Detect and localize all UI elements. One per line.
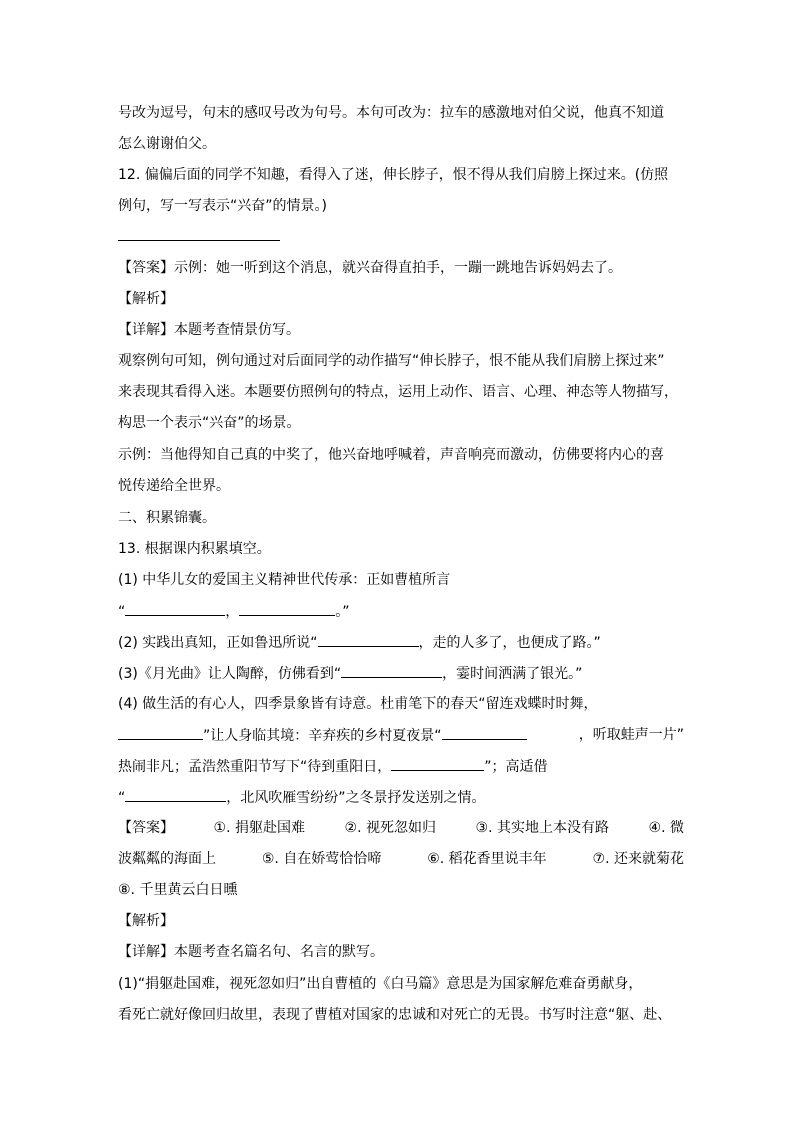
section-heading: 二、积累锦囊。 (118, 510, 216, 526)
detail-label: 【详解】本题考查名篇名句、名言的默写。 (118, 944, 384, 960)
answer-item: ⑥. 稻花香里说丰年 (427, 851, 547, 867)
answer-13-line2 (118, 849, 684, 869)
question-12: 12. 偏偏后面的同学不知趣，看得入了迷，伸长脖子，恨不得从我们肩膀上探过来。(仿照 (118, 167, 669, 183)
sub-question-3 (118, 663, 684, 683)
fill-blank (391, 756, 484, 771)
sub-question-1-blanks (118, 601, 684, 621)
text-line: 悦传递给全世界。 (118, 478, 230, 494)
answer-label: 【答案】 (118, 820, 174, 836)
answer-item: 波粼粼的海面上 (118, 851, 216, 867)
answer-item: ④. 微 (648, 820, 684, 836)
text: “ (118, 604, 126, 620)
sub-question-4-line3 (118, 756, 684, 776)
text: (2) 实践出真知，正如鲁迅所说“ (118, 635, 318, 651)
text-line: (1)“捐躯赴国难，视死忽如归”出自曹植的《白马篇》意思是为国家解危难奋勇献身， (118, 976, 643, 992)
text: ， (225, 604, 240, 620)
text: ，听取蛙声一片” (578, 727, 684, 743)
question-13: 13. 根据课内积累填空。 (118, 541, 271, 557)
text: (3)《月光曲》让人陶醉，仿佛看到“ (118, 666, 342, 682)
answer-item: ⑤. 自在娇莺恰恰啼 (261, 851, 382, 867)
text-line: 构思一个表示“兴奋”的场景。 (118, 415, 301, 431)
text: ，霎时间洒满了银光。” (442, 666, 583, 682)
sub-question-2 (118, 632, 684, 652)
text: ，走的人多了，也便成了路。” (418, 635, 601, 651)
text-line: 示例：当他得知自己真的中奖了，他兴奋地呼喊着，声音响亮而激动，仿佛要将内心的喜 (118, 447, 664, 463)
fill-blank (442, 725, 527, 740)
fill-blank (239, 601, 335, 616)
text-line: 来表现其看得入迷。本题要仿照例句的特点，运用上动作、语言、心理、神态等人物描写， (118, 384, 678, 400)
text-line: 号改为逗号，句末的感叹号改为句号。本句可改为：拉车的感激地对伯父说，他真不知道 (118, 105, 664, 121)
fill-blank (125, 601, 225, 616)
text-line: 观察例句可知，例句通过对后面同学的动作描写“伸长脖子，恨不能从我们肩膀上探过来” (118, 353, 665, 369)
sub-question-4: (4) 做生活的有心人，四季景象皆有诗意。杜甫笔下的春天“留连戏蝶时时舞， (118, 696, 598, 712)
text: 热闹非凡；孟浩然重阳节写下“待到重阳日， (118, 759, 392, 775)
answer-item: ②. 视死忽如归 (344, 820, 436, 836)
text-line: 怎么谢谢伯父。 (118, 136, 216, 152)
answer-item: ⑦. 还来就菊花 (592, 851, 684, 867)
detail-label: 【详解】本题考查情景仿写。 (118, 322, 300, 338)
answer-12: 【答案】示例：她一听到这个消息，就兴奋得直拍手，一蹦一跳地告诉妈妈去了。 (118, 260, 622, 276)
sub-question-1: (1) 中华儿女的爱国主义精神世代传承：正如曹植所言 (118, 572, 451, 588)
fill-blank (118, 725, 203, 740)
answer-13-line3: ⑧. 千里黄云白日曛 (118, 882, 238, 898)
question-12-cont: 例句，写一写表示“兴奋”的情景。) (118, 198, 327, 214)
answer-blank-line (118, 240, 280, 241)
analysis-label: 【解析】 (118, 913, 174, 929)
analysis-label: 【解析】 (118, 291, 174, 307)
fill-blank (341, 663, 442, 678)
text: 。” (335, 604, 350, 620)
answer-item: ③. 其实地上本没有路 (475, 820, 609, 836)
answer-item: ①. 捐躯赴国难 (213, 820, 305, 836)
text: ”；高适借 (484, 759, 548, 775)
sub-question-4-line2 (118, 725, 684, 745)
fill-blank (318, 632, 419, 647)
text: “ (118, 790, 126, 806)
text-line: 看死亡就好像回归故里，表现了曹植对国家的忠诚和对死亡的无畏。书写时注意“躯、赴、 (118, 1007, 672, 1023)
text: ，北风吹雁雪纷纷”之冬景抒发送别之情。 (226, 790, 486, 806)
fill-blank (125, 787, 226, 802)
answer-13-line1 (118, 818, 684, 838)
sub-question-4-line4 (118, 787, 684, 807)
text: ”让人身临其境：辛弃疾的乡村夏夜景“ (203, 728, 442, 744)
